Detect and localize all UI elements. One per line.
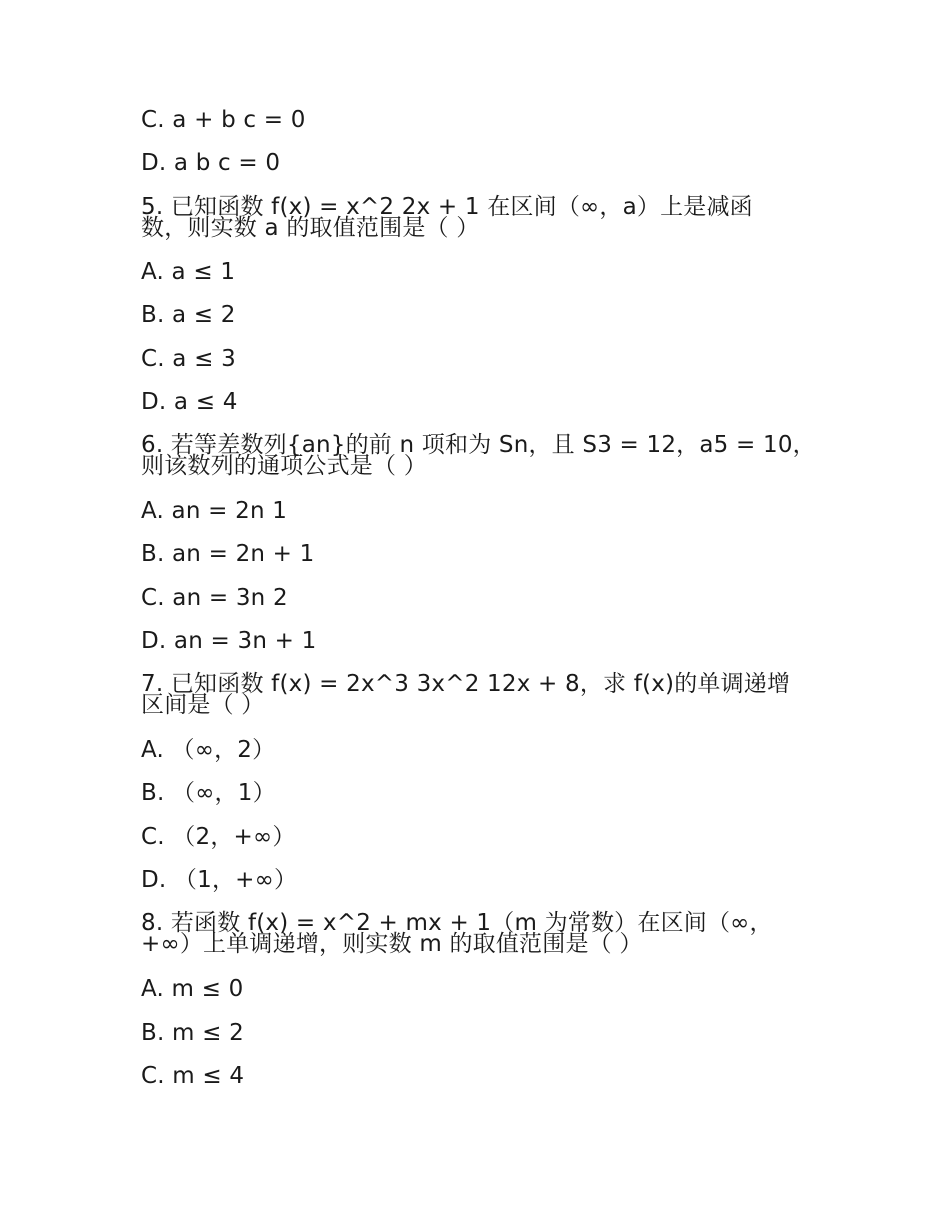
q7-stem-line-1: 7. 已知函数 f(x) = 2x^3 3x^2 12x + 8，求 f(x)的单调递增 bbox=[141, 671, 791, 697]
q5-stem-line-1: 5. 已知函数 f(x) = x^2 2x + 1 在区间（∞，a）上是减函 bbox=[141, 194, 753, 220]
q5-stem-line-2: 数，则实数 a 的取值范围是（ ） bbox=[141, 215, 480, 241]
q8-option-b: B. m ≤ 2 bbox=[141, 1020, 244, 1046]
q7-stem-line-2: 区间是（ ） bbox=[141, 692, 265, 718]
q5-option-b: B. a ≤ 2 bbox=[141, 302, 236, 328]
q8-stem bbox=[141, 910, 773, 957]
q6-stem bbox=[141, 432, 816, 479]
q7-option-b: B. （∞，1） bbox=[141, 780, 276, 806]
q5-option-d: D. a ≤ 4 bbox=[141, 389, 238, 415]
q4-option-d: D. a b c = 0 bbox=[141, 150, 281, 176]
q6-stem-line-2: 则该数列的通项公式是（ ） bbox=[141, 453, 427, 479]
q7-stem bbox=[141, 671, 791, 718]
q7-option-a: A. （∞，2） bbox=[141, 737, 276, 763]
q5-option-c: C. a ≤ 3 bbox=[141, 346, 236, 372]
q8-option-c: C. m ≤ 4 bbox=[141, 1063, 245, 1089]
q6-stem-line-1: 6. 若等差数列{an}的前 n 项和为 Sn，且 S3 = 12，a5 = 10， bbox=[141, 432, 816, 458]
q7-option-c: C. （2，+∞） bbox=[141, 824, 296, 850]
q5-stem bbox=[141, 194, 753, 241]
q8-stem-line-1: 8. 若函数 f(x) = x^2 + mx + 1（m 为常数）在区间（∞， bbox=[141, 910, 773, 936]
q6-option-a: A. an = 2n 1 bbox=[141, 498, 288, 524]
q6-option-d: D. an = 3n + 1 bbox=[141, 628, 317, 654]
q6-option-b: B. an = 2n + 1 bbox=[141, 541, 315, 567]
q4-option-c: C. a + b c = 0 bbox=[141, 107, 306, 133]
q5-option-a: A. a ≤ 1 bbox=[141, 259, 236, 285]
q8-option-a: A. m ≤ 0 bbox=[141, 976, 244, 1002]
q8-stem-line-2: +∞）上单调递增，则实数 m 的取值范围是（ ） bbox=[141, 931, 643, 957]
q7-option-d: D. （1，+∞） bbox=[141, 867, 298, 893]
q6-option-c: C. an = 3n 2 bbox=[141, 585, 288, 611]
